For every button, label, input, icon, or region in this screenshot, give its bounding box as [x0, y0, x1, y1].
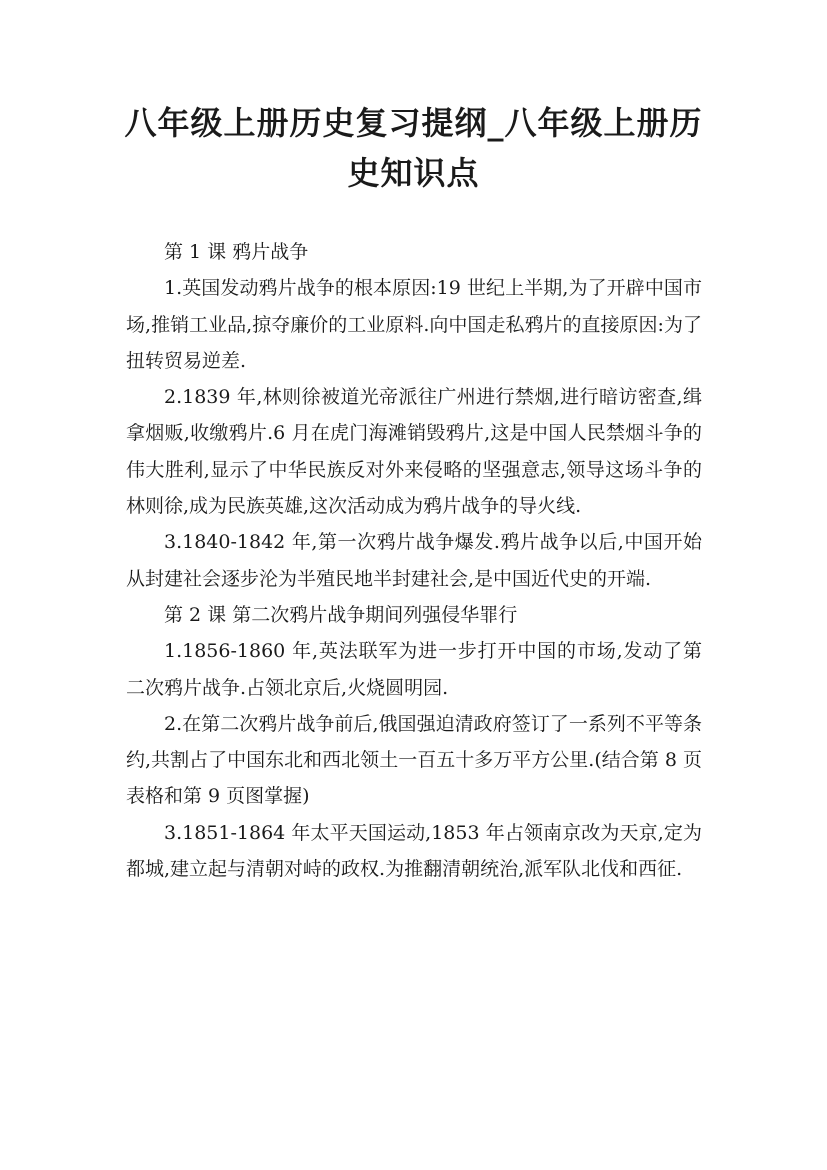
paragraph: 1.1856-1860 年,英法联军为进一步打开中国的市场,发动了第二次鸦片战争.占领北京后,火烧圆明园.: [126, 640, 702, 699]
document-body: [126, 234, 702, 887]
page-title: 八年级上册历史复习提纲_八年级上册历史知识点: [124, 104, 703, 192]
paragraph: 1.英国发动鸦片战争的根本原因:19 世纪上半期,为了开辟中国市场,推销工业品,掠夺廉价的工业原料.向中国走私鸦片的直接原因:为了扭转贸易逆差.: [126, 277, 702, 372]
paragraph: 2.1839 年,林则徐被道光帝派往广州进行禁烟,进行暗访密查,缉拿烟贩,收缴鸦片.6 月在虎门海滩销毁鸦片,这是中国人民禁烟斗争的伟大胜利,显示了中华民族反对外来侵略的坚强意志,领导这场斗争的林则徐,成为民族英雄,这次活动成为鸦片战争的导火线.: [126, 386, 702, 518]
paragraph: 2.在第二次鸦片战争前后,俄国强迫清政府签订了一系列不平等条约,共割占了中国东北和西北领土一百五十多万平方公里.(结合第 8 页表格和第 9 页图掌握): [126, 712, 702, 808]
paragraph: 3.1840-1842 年,第一次鸦片战争爆发.鸦片战争以后,中国开始从封建社会逐步沦为半殖民地半封建社会,是中国近代史的开端.: [126, 531, 702, 590]
lesson-heading: 第 1 课 鸦片战争: [164, 241, 309, 263]
paragraph: 3.1851-1864 年太平天国运动,1853 年占领南京改为天京,定为都城,建立起与清朝对峙的政权.为推翻清朝统治,派军队北伐和西征.: [126, 821, 702, 881]
lesson-heading: 第 2 课 第二次鸦片战争期间列强侵华罪行: [164, 603, 518, 626]
